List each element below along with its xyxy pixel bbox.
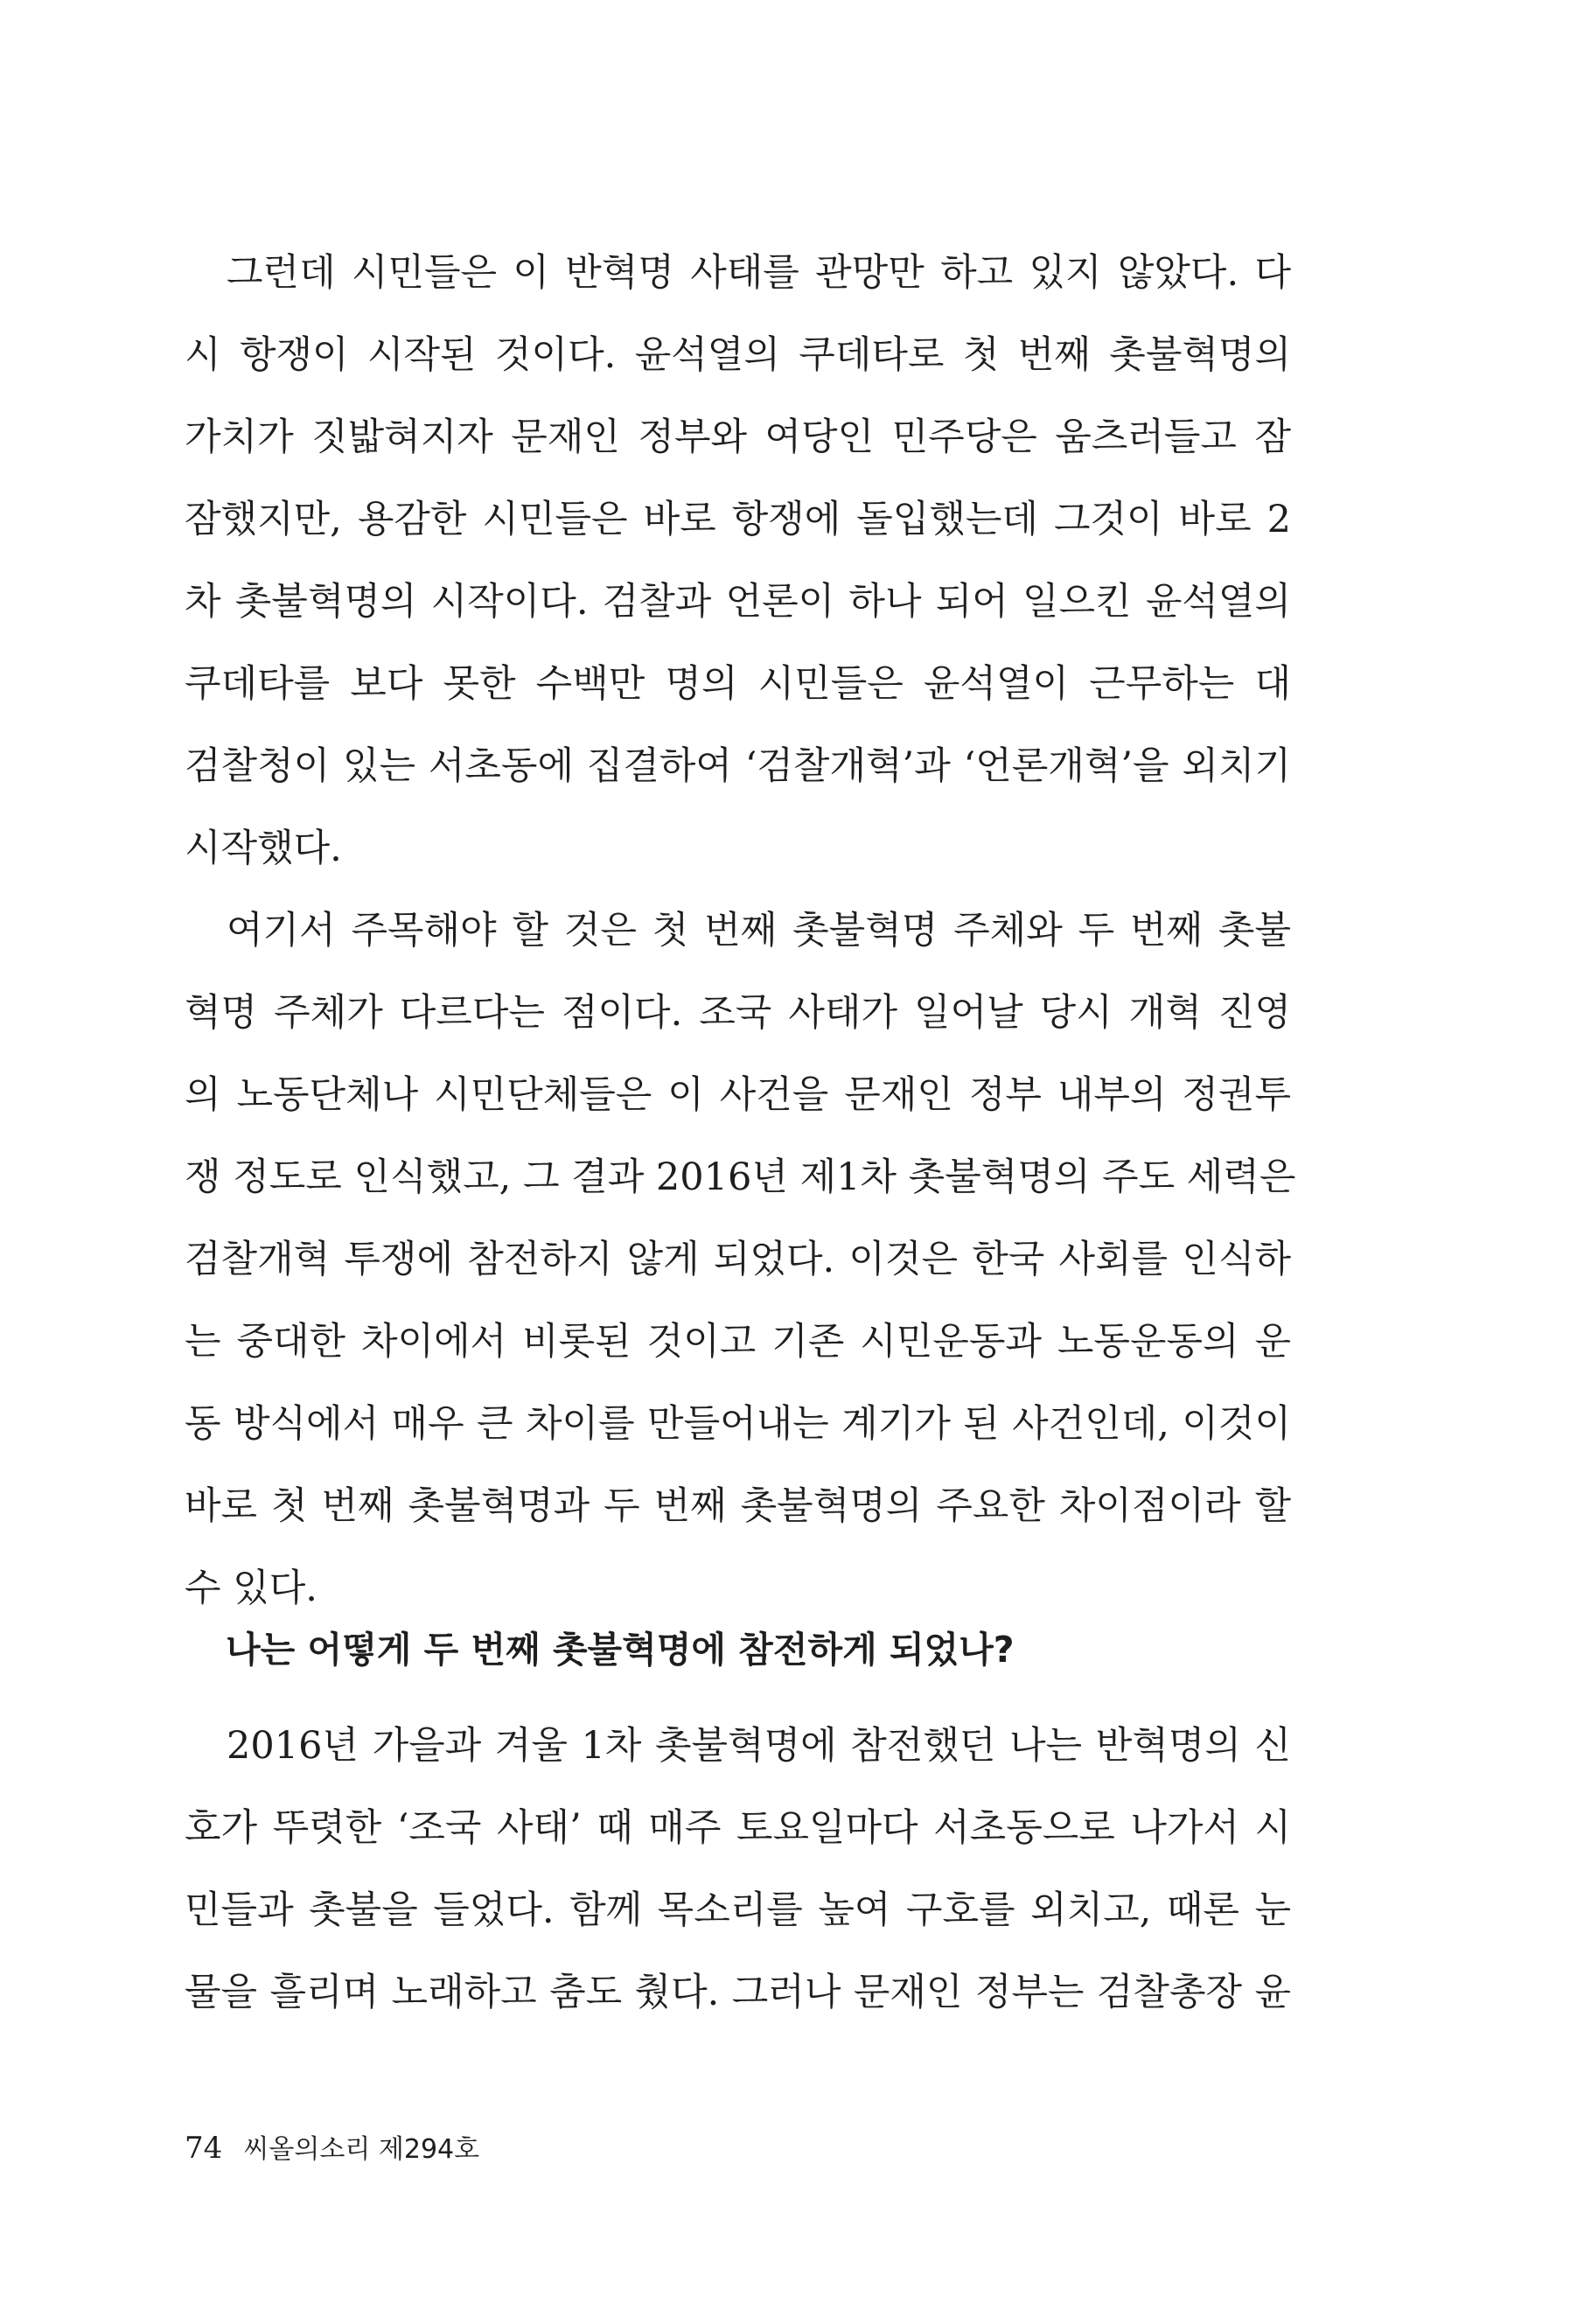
- paragraph-line: 민들과 촛불을 들었다. 함께 목소리를 높여 구호를 외치고, 때론 눈: [185, 1888, 1291, 1932]
- paragraph-line: 그런데 시민들은 이 반혁명 사태를 관망만 하고 있지 않았다. 다: [227, 251, 1291, 295]
- paragraph-line: 2016년 가을과 겨울 1차 촛불혁명에 참전했던 나는 반혁명의 신: [227, 1724, 1291, 1768]
- paragraph-3: [185, 1705, 1291, 2034]
- paragraph-line: 의 노동단체나 시민단체들은 이 사건을 문재인 정부 내부의 정권투: [185, 1073, 1291, 1117]
- paragraph-line: 수 있다.: [185, 1567, 317, 1610]
- paragraph-line: 호가 뚜렷한 ‘조국 사태’ 때 매주 토요일마다 서초동으로 나가서 시: [185, 1806, 1291, 1850]
- section-heading: 나는 어떻게 두 번째 촛불혁명에 참전하게 되었나?: [226, 1629, 1015, 1671]
- paragraph-line: 차 촛불혁명의 시작이다. 검찰과 언론이 하나 되어 일으킨 윤석열의: [185, 580, 1291, 624]
- page-footer: [185, 2131, 479, 2167]
- publication-title: 씨올의소리 제294호: [243, 2134, 480, 2165]
- paragraph-2: [185, 890, 1296, 1630]
- paragraph-line: 잠했지만, 용감한 시민들은 바로 항쟁에 돌입했는데 그것이 바로 2: [185, 498, 1291, 541]
- paragraph-line: 가치가 짓밟혀지자 문재인 정부와 여당인 민주당은 움츠러들고 잠: [185, 415, 1291, 459]
- paragraph-line: 쟁 정도로 인식했고, 그 결과 2016년 제1차 촛불혁명의 주도 세력은: [185, 1155, 1296, 1199]
- paragraph-1: [185, 232, 1291, 890]
- paragraph-line: 시 항쟁이 시작된 것이다. 윤석열의 쿠데타로 첫 번째 촛불혁명의: [185, 333, 1291, 377]
- paragraph-line: 여기서 주목해야 할 것은 첫 번째 촛불혁명 주체와 두 번째 촛불: [227, 909, 1291, 953]
- page-number: 74: [185, 2131, 223, 2166]
- paragraph-line: 는 중대한 차이에서 비롯된 것이고 기존 시민운동과 노동운동의 운: [185, 1320, 1291, 1364]
- paragraph-line: 시작했다.: [185, 827, 342, 870]
- paragraph-line: 바로 첫 번째 촛불혁명과 두 번째 촛불혁명의 주요한 차이점이라 할: [185, 1484, 1291, 1528]
- paragraph-line: 동 방식에서 매우 큰 차이를 만들어내는 계기가 된 사건인데, 이것이: [185, 1402, 1291, 1446]
- paragraph-line: 쿠데타를 보다 못한 수백만 명의 시민들은 윤석열이 근무하는 대: [185, 662, 1291, 706]
- paragraph-line: 검찰개혁 투쟁에 참전하지 않게 되었다. 이것은 한국 사회를 인식하: [185, 1238, 1291, 1281]
- paragraph-line: 검찰청이 있는 서초동에 집결하여 ‘검찰개혁’과 ‘언론개혁’을 외치기: [185, 744, 1291, 788]
- paragraph-line: 물을 흘리며 노래하고 춤도 췄다. 그러나 문재인 정부는 검찰총장 윤: [185, 1971, 1291, 2014]
- paragraph-line: 혁명 주체가 다르다는 점이다. 조국 사태가 일어날 당시 개혁 진영: [185, 991, 1291, 1035]
